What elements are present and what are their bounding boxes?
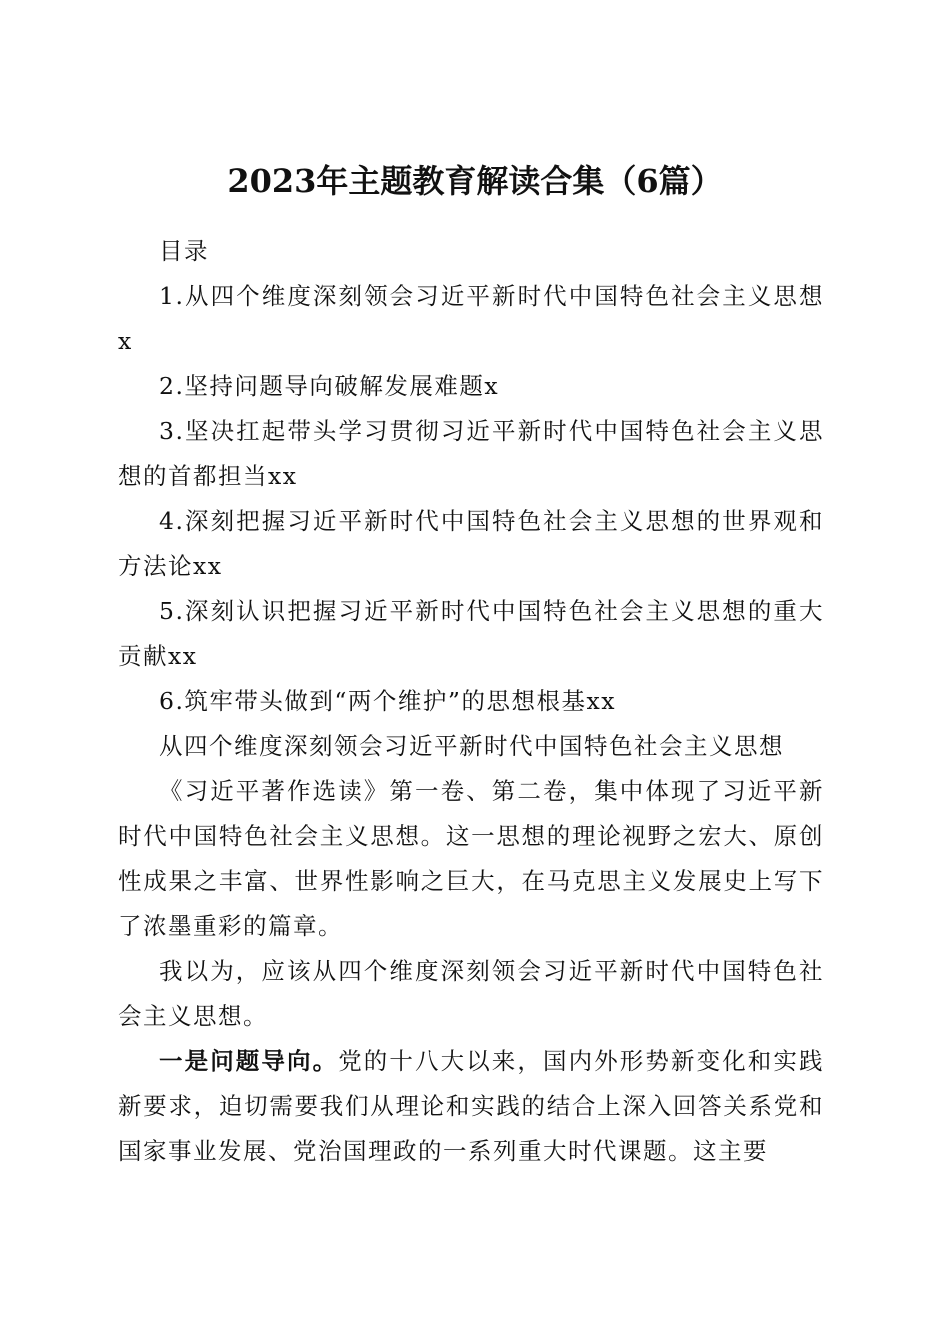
toc-item: 5.深刻认识把握习近平新时代中国特色社会主义思想的重大贡献xx (118, 597, 824, 670)
toc-item: 6.筑牢带头做到“两个维护”的思想根基xx (159, 687, 616, 715)
point-paragraph (118, 1039, 824, 1174)
point-text: 党的十八大以来，国内外形势新变化和实践新要求，迫切需要我们从理论和实践的结合上深入回答关系党和国家事业发展、党治国理政的一系列重大时代课题。这主要 (118, 1047, 825, 1165)
document-body (118, 229, 824, 1174)
body-paragraph: 我以为，应该从四个维度深刻领会习近平新时代中国特色社会主义思想。 (118, 957, 824, 1030)
document-title: 2023年主题教育解读合集（6篇） (227, 162, 723, 201)
point-lead: 一是问题导向。 (159, 1047, 339, 1075)
toc-item: 3.坚决扛起带头学习贯彻习近平新时代中国特色社会主义思想的首都担当xx (118, 417, 824, 490)
toc-heading: 目录 (159, 237, 209, 265)
body-paragraph: 《习近平著作选读》第一卷、第二卷，集中体现了习近平新时代中国特色社会主义思想。这一思想的理论视野之宏大、原创性成果之丰富、世界性影响之巨大，在马克思主义发展史上写下了浓墨重彩的篇章。 (118, 777, 824, 940)
article-heading: 从四个维度深刻领会习近平新时代中国特色社会主义思想 (159, 732, 784, 760)
toc-item: 2.坚持问题导向破解发展难题x (159, 372, 500, 400)
toc-item: 4.深刻把握习近平新时代中国特色社会主义思想的世界观和方法论xx (118, 507, 824, 580)
toc-item: 1.从四个维度深刻领会习近平新时代中国特色社会主义思想x (118, 282, 824, 355)
